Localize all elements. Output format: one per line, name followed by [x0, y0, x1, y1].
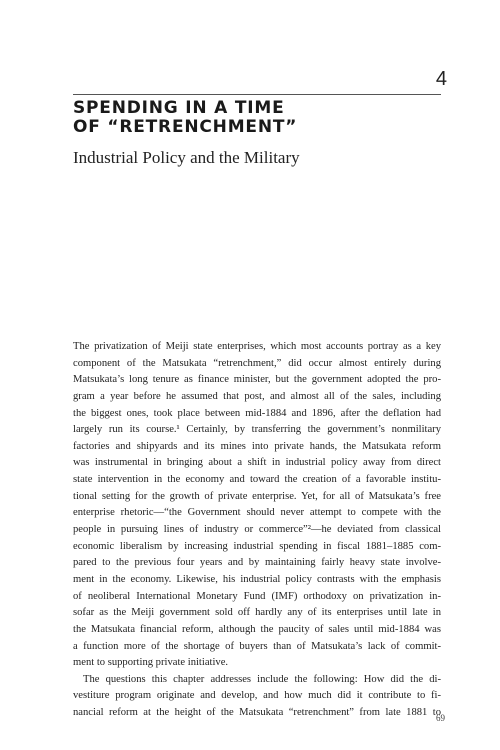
body-line: component of the Matsukata “retrenchment,” did occur almost entirely during: [73, 357, 441, 369]
body-line: enterprise rhetoric—“the Government should never attempt to compete with the: [73, 507, 441, 519]
chapter-subtitle: Industrial Policy and the Military: [73, 148, 300, 167]
body-line: the biggest ones, took place between mid-1884 and 1896, after the deflation had: [73, 407, 441, 419]
chapter-rule: [73, 94, 441, 95]
body-line: state intervention in the economy and toward the creation of a favorable institu-: [73, 474, 441, 486]
chapter-title: [73, 99, 453, 137]
body-line: Matsukata’s long tenure as finance minister, but the government adopted the pro-: [73, 374, 441, 386]
body-line: a function more of the shortage of buyers than of Matsukata’s lack of commit-: [73, 640, 441, 652]
body-line: of neoliberal International Monetary Fund (IMF) orthodoxy on privatization in-: [73, 590, 441, 602]
body-line: economic liberalism by increasing industrial spending in fiscal 1881–1885 com-: [73, 540, 441, 552]
body-line: was instrumental in bringing about a shift in industrial policy away from direct: [73, 457, 441, 469]
page-number: 69: [436, 713, 445, 723]
body-line: people in pursuing lines of industry or commerce”²—he deviated from classical: [73, 524, 441, 536]
body-line: gram a year before he assumed that post, and almost all of the sales, including: [73, 390, 441, 402]
body-line: ment in the economy. Likewise, his industrial policy contrasts with the emphasis: [73, 573, 441, 585]
body-line: tional setting for the growth of private enterprise. Yet, for all of Matsukata’s free: [73, 490, 441, 502]
body-text: [73, 339, 441, 722]
body-line: largely run its course.¹ Certainly, by transferring the government’s nonmilitary: [73, 424, 441, 436]
chapter-number: 4: [435, 68, 447, 90]
body-line: The questions this chapter addresses include the following: How did the di-: [83, 673, 441, 685]
body-line: vestiture program originate and develop, and how much did it contribute to fi-: [73, 690, 441, 702]
body-line: the Matsukata financial reform, although the paucity of sales until mid-1884 was: [73, 623, 441, 635]
chapter-title-line: OF “RETRENCHMENT”: [73, 117, 298, 137]
chapter-title-line: SPENDING IN A TIME: [73, 98, 285, 118]
body-line: sofar as the Meiji government sold off hardly any of its enterprises until late in: [73, 607, 441, 619]
body-line: ment to supporting private initiative.: [73, 657, 229, 669]
body-line: factories and shipyards and its mines into private hands, the Matsukata reform: [73, 440, 441, 452]
body-line: nancial reform at the height of the Matsukata “retrenchment” from late 1881 to: [73, 707, 441, 719]
body-line: pared to the previous four years and by maintaining fairly heavy state involve-: [73, 557, 441, 569]
body-line: The privatization of Meiji state enterprises, which most accounts portray as a key: [73, 341, 441, 352]
